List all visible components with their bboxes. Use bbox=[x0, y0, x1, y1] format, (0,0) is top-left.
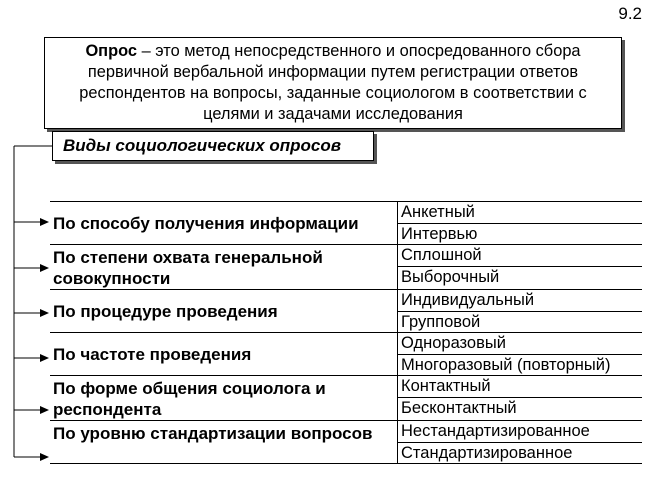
criterion-label: По уровню стандартизации вопросов bbox=[50, 421, 398, 463]
classification-group bbox=[50, 420, 642, 464]
type-label: Анкетный bbox=[401, 203, 475, 221]
arrowhead bbox=[40, 453, 49, 461]
page-number: 9.2 bbox=[618, 4, 642, 23]
arrowhead bbox=[40, 354, 49, 362]
definition-term: Опрос bbox=[85, 42, 138, 60]
type-label: Нестандартизированное bbox=[401, 422, 590, 440]
classification-group bbox=[50, 244, 642, 289]
criterion-label: По степени охвата генеральной совокупности bbox=[50, 245, 398, 289]
type-label: Контактный bbox=[401, 377, 491, 395]
type-label: Одноразовый bbox=[401, 334, 506, 352]
arrowhead bbox=[40, 406, 49, 414]
types-heading: Виды социологических опросов bbox=[52, 131, 374, 161]
criterion-label: По частоте проведения bbox=[50, 333, 398, 375]
type-label: Интервью bbox=[398, 223, 642, 244]
criterion-label: По форме общения социолога и респондента bbox=[50, 376, 398, 420]
arrowhead bbox=[40, 218, 49, 226]
type-label: Сплошной bbox=[401, 246, 482, 264]
criterion-label: По способу получения информации bbox=[50, 202, 398, 244]
classification-group bbox=[50, 375, 642, 420]
type-label: Бесконтактный bbox=[398, 397, 642, 418]
classification-table bbox=[50, 201, 642, 464]
classification-group bbox=[50, 289, 642, 332]
type-label: Стандартизированное bbox=[398, 442, 642, 463]
arrowhead bbox=[40, 309, 49, 317]
type-label: Индивидуальный bbox=[401, 291, 535, 309]
definition-text: – это метод непосредственного и опосредованного сбора первичной вербальной информации путем регистрации ответов респондентов на вопросы, заданные социологом в соответствии с целями и задачами исследования bbox=[79, 42, 587, 123]
type-label: Групповой bbox=[398, 311, 642, 332]
type-label: Многоразовый (повторный) bbox=[398, 354, 642, 375]
arrowhead bbox=[40, 264, 49, 272]
criterion-label: По процедуре проведения bbox=[50, 290, 398, 332]
type-label: Выборочный bbox=[398, 266, 642, 287]
classification-group bbox=[50, 201, 642, 244]
classification-group bbox=[50, 332, 642, 375]
